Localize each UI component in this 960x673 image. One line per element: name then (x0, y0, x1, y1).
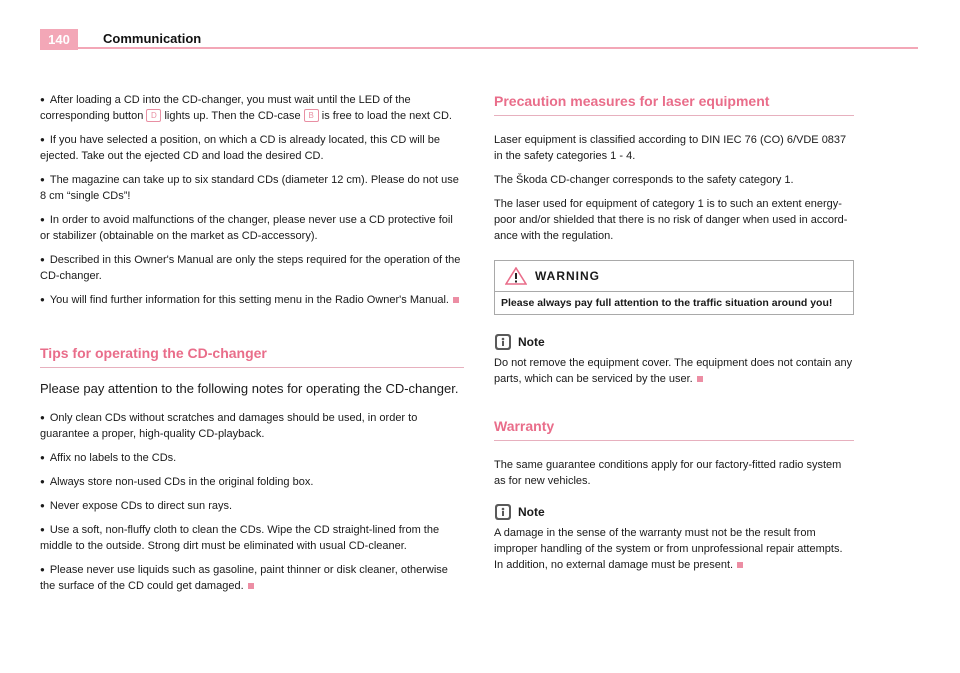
bullet-item: ● Described in this Owner's Manual are only the steps required for the operation of the CD-changer. (40, 252, 464, 284)
warning-text: Please always pay full attention to the traffic situation around you! (501, 297, 833, 309)
note-info-icon (494, 503, 512, 521)
note-heading: Note (494, 503, 854, 521)
bullet-item: ● You will find further information for this setting menu in the Radio Owner's Manual. (40, 292, 464, 308)
bullet-item: ● If you have selected a position, on which a CD is already located, this CD will be ejected. Take out the ejected CD and load the desired CD. (40, 132, 464, 164)
paragraph: The Škoda CD-changer corresponds to the safety category 1. (494, 174, 794, 186)
bullet-item: ● Use a soft, non-fluffy cloth to clean the CDs. Wipe the CD straight-lined from the middle to the outside. Strong dirt must be eliminated with usual CD-cleaner. (40, 522, 464, 554)
bullet-item: ● After loading a CD into the CD-changer, you must wait until the LED of the corresponding button D lights up. Then the CD-case B is free to load the next CD. (40, 92, 464, 124)
chapter-title: Communication (103, 31, 202, 46)
section-heading-warranty: Warranty (494, 417, 854, 441)
bullet-item: ● Please never use liquids such as gasoline, paint thinner or disk cleaner, otherwise the surface of the CD could get damaged. (40, 562, 464, 594)
paragraph: The same guarantee conditions apply for our factory-fitted radio system as for new vehicles. (494, 459, 842, 487)
header-rule (78, 47, 918, 49)
section-end-square-icon (737, 562, 743, 568)
section-heading-laser: Precaution measures for laser equipment (494, 92, 854, 116)
note-heading: Note (494, 333, 854, 351)
paragraph: Laser equipment is classified according to DIN IEC 76 (CO) 6/VDE 0837 in the safety categories 1 - 4. (494, 134, 847, 162)
bullet-item: ● In order to avoid malfunctions of the changer, please never use a CD protective foil or stabilizer (obtainable on the market as CD-accessory). (40, 212, 464, 244)
note-info-icon (494, 333, 512, 351)
bullet-item: ● The magazine can take up to six standard CDs (diameter 12 cm). Please do not use 8 cm “single CDs”! (40, 172, 464, 204)
button-d-reference: D (146, 109, 161, 122)
button-b-reference: B (304, 109, 319, 122)
bullet-item: ● Always store non-used CDs in the original folding box. (40, 474, 464, 490)
left-column (40, 92, 464, 602)
page-number: 140 (40, 29, 78, 50)
warning-box (494, 260, 854, 315)
section-heading-tips: Tips for operating the CD-changer (40, 344, 464, 368)
tips-lead: Please pay attention to the following notes for operating the CD-changer. (40, 381, 459, 396)
note-text: A damage in the sense of the warranty must not be the result from improper handling of the system or from unprofessional repair attempts. In addition, no external damage must be present. (494, 527, 843, 571)
bullet-item: ● Only clean CDs without scratches and damages should be used, in order to guarantee a proper, high-quality CD-playback. (40, 410, 464, 442)
section-end-square-icon (453, 297, 459, 303)
right-column (494, 92, 854, 581)
warning-triangle-icon (505, 267, 527, 285)
bullet-item: ● Affix no labels to the CDs. (40, 450, 464, 466)
paragraph: The laser used for equipment of category 1 is to such an extent energy-poor and/or shielded that there is no risk of danger when used in accord-ance with the regulation. (494, 198, 848, 242)
section-end-square-icon (248, 583, 254, 589)
warning-header (495, 261, 853, 292)
bullet-item: ● Never expose CDs to direct sun rays. (40, 498, 464, 514)
section-end-square-icon (697, 376, 703, 382)
note-text: Do not remove the equipment cover. The equipment does not contain any parts, which can be serviced by the user. (494, 357, 853, 385)
warning-title: WARNING (535, 269, 600, 283)
